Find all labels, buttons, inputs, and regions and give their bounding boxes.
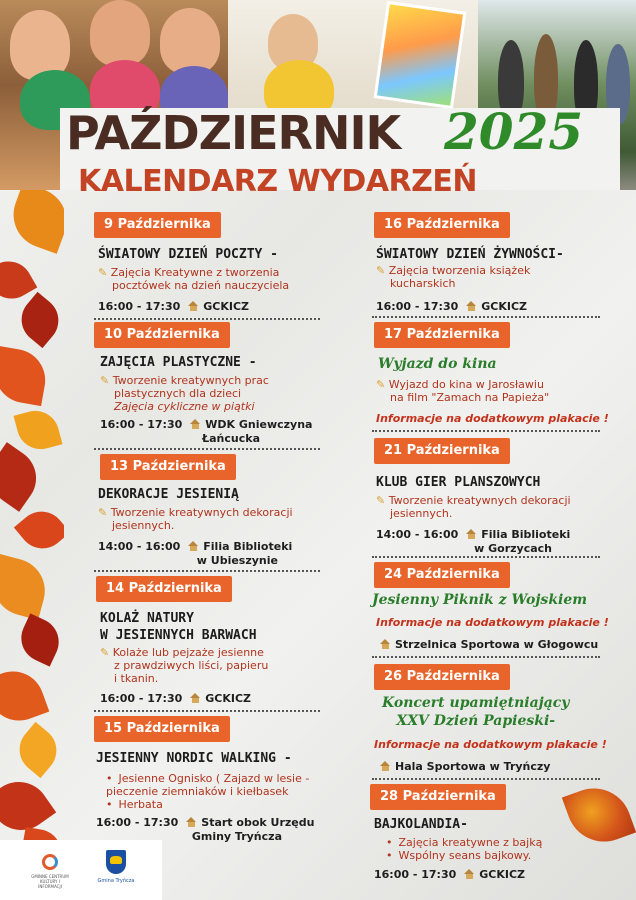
gmina-tryncza-logo: Gmina Tryńcza	[96, 848, 136, 892]
event-title: BAJKOLANDIA-	[374, 817, 468, 832]
date-badge: 10 Października	[94, 322, 230, 348]
event-bullets: • Zajęcia kreatywne z bajką • Wspólny seans bajkowy.	[386, 836, 542, 862]
date-badge: 9 Października	[94, 212, 221, 238]
event-card-oct-10	[94, 322, 324, 445]
event-card-oct-24	[374, 562, 614, 658]
event-title: Koncert upamiętniający XXV Dzień Papieski-	[382, 695, 570, 729]
date-badge: 21 Października	[374, 438, 510, 464]
divider	[372, 430, 600, 432]
house-icon	[466, 529, 477, 539]
pencil-icon: ✎	[376, 264, 386, 277]
date-badge: 13 Października	[100, 454, 236, 480]
event-time-place: 16:00 - 17:30 GCKICZ	[374, 868, 526, 881]
house-icon	[380, 639, 391, 649]
event-description: ✎ Zajęcia tworzenia książek kucharskich	[376, 264, 531, 290]
event-time-place: 16:00 - 17:30 GCKICZ	[376, 300, 528, 313]
divider	[94, 318, 320, 320]
event-title: DEKORACJE JESIENIĄ	[98, 487, 239, 502]
house-icon	[190, 419, 201, 429]
event-time-place: 14:00 - 16:00 Filia Biblioteki w Gorzycach	[376, 528, 571, 555]
pencil-icon: ✎	[376, 378, 386, 391]
house-icon	[186, 817, 197, 827]
pencil-icon: ✎	[98, 506, 108, 519]
event-time-place: 16:00 - 17:30 GCKICZ	[100, 692, 252, 705]
event-card-oct-21	[374, 438, 604, 556]
house-icon	[190, 693, 201, 703]
autumn-leaves-decoration	[0, 190, 64, 900]
event-card-oct-13	[100, 454, 324, 568]
date-badge: 14 Października	[96, 576, 232, 602]
rainbow-canvas	[374, 1, 467, 109]
pencil-icon: ✎	[376, 494, 386, 507]
event-time-place: 16:00 - 17:30 WDK Gniewczyna Łańcucka	[100, 418, 313, 445]
event-place: Hala Sportowa w Tryńczy	[374, 760, 550, 774]
divider	[372, 778, 600, 780]
event-title: KOLAŻ NATURY W JESIENNYCH BARWACH	[100, 611, 257, 643]
divider	[94, 448, 320, 450]
event-title: JESIENNY NORDIC WALKING -	[96, 751, 292, 766]
house-icon	[188, 301, 199, 311]
info-note: Informacje na dodatkowym plakacie !	[376, 412, 609, 425]
date-badge: 17 Października	[374, 322, 510, 348]
info-note: Informacje na dodatkowym plakacie !	[374, 738, 607, 751]
header-photo-strip	[0, 0, 636, 190]
pencil-icon: ✎	[100, 374, 110, 387]
house-icon	[188, 541, 199, 551]
event-description: ✎ Zajęcia Kreatywne z tworzenia pocztówek na dzień nauczyciela	[98, 266, 290, 292]
divider	[94, 710, 320, 712]
divider	[372, 316, 600, 318]
date-badge: 16 Października	[374, 212, 510, 238]
event-card-oct-17	[374, 322, 609, 432]
house-icon	[464, 869, 475, 879]
date-badge: 24 Października	[374, 562, 510, 588]
divider	[372, 656, 600, 658]
event-card-oct-15	[94, 716, 330, 842]
coat-of-arms-icon	[106, 850, 126, 874]
event-time-place: 16:00 - 17:30 Start obok Urzędu Gminy Tryńcza	[96, 816, 315, 843]
page-subtitle: KALENDARZ WYDARZEŃ	[78, 164, 477, 199]
info-note: Informacje na dodatkowym plakacie !	[376, 616, 609, 629]
title-year: 2025	[444, 102, 584, 161]
pencil-icon: ✎	[100, 646, 110, 659]
event-card-oct-16	[374, 212, 604, 312]
event-time-place: 16:00 - 17:30 GCKICZ	[98, 300, 250, 313]
house-icon	[380, 761, 391, 771]
event-description: ✎ Tworzenie kreatywnych dekoracji jesiennych.	[376, 494, 571, 520]
date-badge: 28 Października	[370, 784, 506, 810]
event-description: ✎ Kolaże lub pejzaże jesienne z prawdziwych liści, papieru i tkanin.	[100, 646, 269, 685]
event-description: ✎ Tworzenie kreatywnych dekoracji jesiennych.	[98, 506, 293, 532]
divider	[372, 556, 600, 558]
event-card-oct-26	[374, 664, 614, 780]
event-description: ✎ Wyjazd do kina w Jarosławiu na film "Zamach na Papieża"	[376, 378, 550, 404]
footer-logos	[0, 840, 162, 900]
event-title: ŚWIATOWY DZIEŃ ŻYWNOŚCI-	[376, 247, 564, 262]
event-title: Jesienny Piknik z Wojskiem	[372, 592, 588, 608]
gckicz-logo: GMINNE CENTRUM KULTURY I INFORMACJI	[30, 850, 70, 890]
event-title: ZAJĘCIA PLASTYCZNE -	[100, 355, 257, 370]
house-icon	[466, 301, 477, 311]
divider	[94, 570, 320, 572]
event-description: ✎ Tworzenie kreatywnych prac plastycznych dla dzieci Zajęcia cykliczne w piątki	[100, 374, 269, 413]
event-place: Strzelnica Sportowa w Głogowcu	[374, 638, 598, 652]
event-card-oct-9	[94, 212, 324, 322]
event-title: KLUB GIER PLANSZOWYCH	[376, 475, 541, 490]
date-badge: 26 Października	[374, 664, 510, 690]
title-month: PAŹDZIERNIK	[66, 106, 401, 160]
event-bullets: • Jesienne Ognisko ( Zajazd w lesie - pieczenie ziemniaków i kiełbasek • Herbata	[106, 772, 309, 811]
event-card-oct-14	[96, 576, 324, 706]
event-title: ŚWIATOWY DZIEŃ POCZTY -	[98, 247, 279, 262]
event-title: Wyjazd do kina	[378, 356, 497, 372]
pencil-icon: ✎	[98, 266, 108, 279]
event-time-place: 14:00 - 16:00 Filia Biblioteki w Ubieszynie	[98, 540, 293, 567]
date-badge: 15 Października	[94, 716, 230, 742]
